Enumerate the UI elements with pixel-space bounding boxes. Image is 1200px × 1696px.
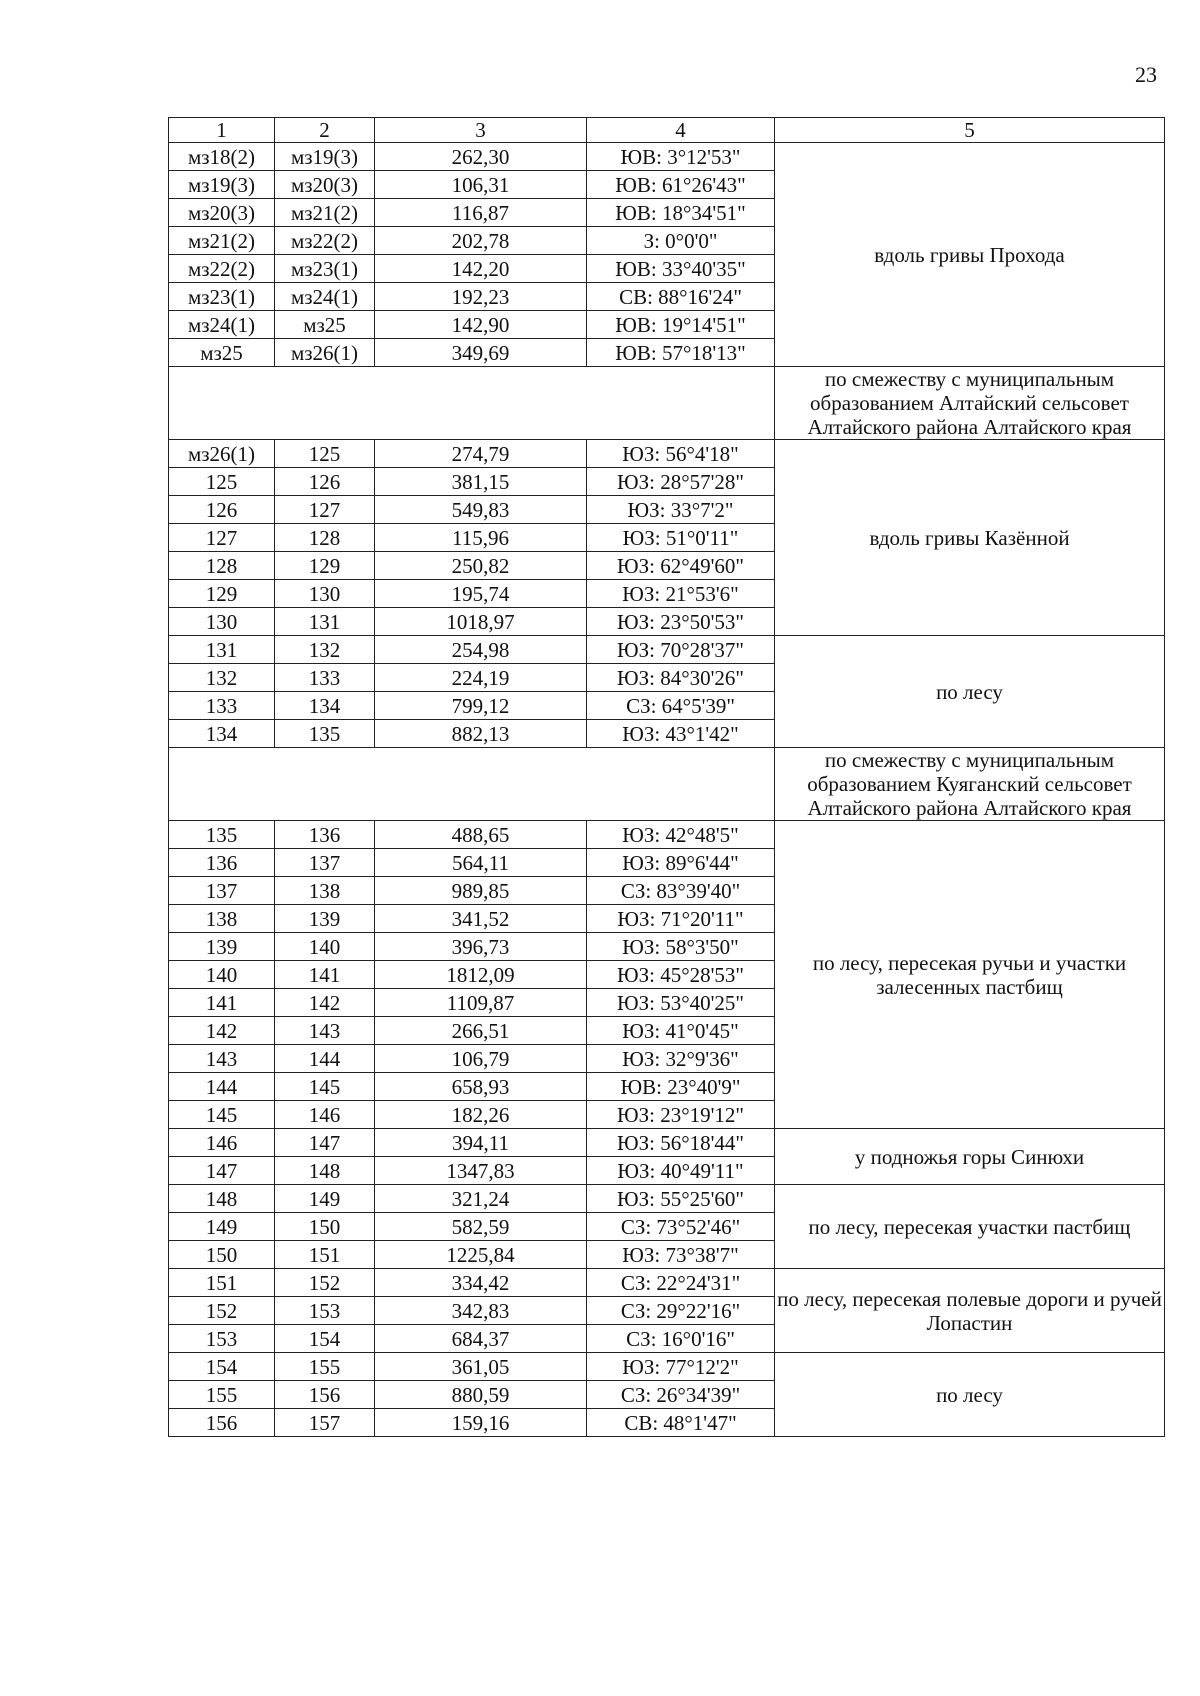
to-point-cell: 127: [275, 496, 375, 524]
to-point-cell: 147: [275, 1129, 375, 1157]
bearing-cell: СЗ: 16°0'16": [587, 1325, 775, 1353]
from-point-cell: 130: [169, 608, 275, 636]
table-row: [169, 440, 1165, 468]
bearing-cell: ЮЗ: 55°25'60": [587, 1185, 775, 1213]
to-point-cell: 140: [275, 933, 375, 961]
length-cell: 266,51: [375, 1017, 587, 1045]
bearing-cell: ЮЗ: 58°3'50": [587, 933, 775, 961]
length-cell: 159,16: [375, 1409, 587, 1437]
from-point-cell: 143: [169, 1045, 275, 1073]
length-cell: 195,74: [375, 580, 587, 608]
boundary-description: вдоль гривы Прохода: [775, 143, 1165, 367]
separator-blank-cell: [169, 748, 775, 821]
from-point-cell: 133: [169, 692, 275, 720]
boundary-description: вдоль гривы Казённой: [775, 440, 1165, 636]
length-cell: 1225,84: [375, 1241, 587, 1269]
boundary-description: по лесу, пересекая полевые дороги и ручей Лопастин: [775, 1269, 1165, 1353]
from-point-cell: 129: [169, 580, 275, 608]
bearing-cell: ЮЗ: 41°0'45": [587, 1017, 775, 1045]
from-point-cell: 153: [169, 1325, 275, 1353]
bearing-cell: ЮЗ: 77°12'2": [587, 1353, 775, 1381]
table-row: [169, 143, 1165, 171]
length-cell: 1109,87: [375, 989, 587, 1017]
length-cell: 254,98: [375, 636, 587, 664]
bearing-cell: ЮЗ: 56°4'18": [587, 440, 775, 468]
boundary-description: по лесу, пересекая участки пастбищ: [775, 1185, 1165, 1269]
length-cell: 334,42: [375, 1269, 587, 1297]
to-point-cell: мз22(2): [275, 227, 375, 255]
bearing-cell: ЮЗ: 51°0'11": [587, 524, 775, 552]
from-point-cell: 151: [169, 1269, 275, 1297]
to-point-cell: 153: [275, 1297, 375, 1325]
bearing-cell: СЗ: 83°39'40": [587, 877, 775, 905]
bearing-cell: ЮЗ: 70°28'37": [587, 636, 775, 664]
separator-description: по смежеству с муниципальным образованием Алтайский сельсовет Алтайского района Алтайского края: [775, 367, 1165, 440]
length-cell: 274,79: [375, 440, 587, 468]
length-cell: 192,23: [375, 283, 587, 311]
length-cell: 658,93: [375, 1073, 587, 1101]
length-cell: 1018,97: [375, 608, 587, 636]
bearing-cell: СЗ: 64°5'39": [587, 692, 775, 720]
boundary-description: по лесу: [775, 1353, 1165, 1437]
bearing-cell: ЮВ: 33°40'35": [587, 255, 775, 283]
to-point-cell: 130: [275, 580, 375, 608]
bearing-cell: ЮЗ: 62°49'60": [587, 552, 775, 580]
bearing-cell: ЮЗ: 56°18'44": [587, 1129, 775, 1157]
table-row: [169, 1269, 1165, 1297]
to-point-cell: мз24(1): [275, 283, 375, 311]
length-cell: 564,11: [375, 849, 587, 877]
bearing-cell: СЗ: 73°52'46": [587, 1213, 775, 1241]
to-point-cell: 136: [275, 821, 375, 849]
bearing-cell: ЮВ: 23°40'9": [587, 1073, 775, 1101]
column-header: 3: [375, 118, 587, 143]
table-row: [169, 1353, 1165, 1381]
to-point-cell: 152: [275, 1269, 375, 1297]
to-point-cell: 135: [275, 720, 375, 748]
bearing-cell: ЮЗ: 28°57'28": [587, 468, 775, 496]
from-point-cell: мз26(1): [169, 440, 275, 468]
bearing-cell: СВ: 88°16'24": [587, 283, 775, 311]
from-point-cell: мз25: [169, 339, 275, 367]
from-point-cell: 135: [169, 821, 275, 849]
from-point-cell: 154: [169, 1353, 275, 1381]
to-point-cell: 128: [275, 524, 375, 552]
from-point-cell: 142: [169, 1017, 275, 1045]
boundary-description: у подножья горы Синюхи: [775, 1129, 1165, 1185]
length-cell: 142,20: [375, 255, 587, 283]
from-point-cell: 138: [169, 905, 275, 933]
bearing-cell: ЮВ: 18°34'51": [587, 199, 775, 227]
length-cell: 394,11: [375, 1129, 587, 1157]
separator-row: [169, 748, 1165, 821]
from-point-cell: 150: [169, 1241, 275, 1269]
length-cell: 799,12: [375, 692, 587, 720]
column-header: 1: [169, 118, 275, 143]
length-cell: 381,15: [375, 468, 587, 496]
to-point-cell: 146: [275, 1101, 375, 1129]
length-cell: 202,78: [375, 227, 587, 255]
bearing-cell: ЮЗ: 23°50'53": [587, 608, 775, 636]
to-point-cell: 145: [275, 1073, 375, 1101]
to-point-cell: мз26(1): [275, 339, 375, 367]
column-header: 2: [275, 118, 375, 143]
bearing-cell: ЮЗ: 33°7'2": [587, 496, 775, 524]
separator-description: по смежеству с муниципальным образованием Куяганский сельсовет Алтайского района Алтайского края: [775, 748, 1165, 821]
length-cell: 262,30: [375, 143, 587, 171]
from-point-cell: 141: [169, 989, 275, 1017]
from-point-cell: мз21(2): [169, 227, 275, 255]
length-cell: 342,83: [375, 1297, 587, 1325]
length-cell: 882,13: [375, 720, 587, 748]
to-point-cell: 149: [275, 1185, 375, 1213]
to-point-cell: 150: [275, 1213, 375, 1241]
table-row: [169, 1129, 1165, 1157]
from-point-cell: мз24(1): [169, 311, 275, 339]
to-point-cell: мз23(1): [275, 255, 375, 283]
boundary-description: по лесу, пересекая ручьи и участки залесенных пастбищ: [775, 821, 1165, 1129]
to-point-cell: 155: [275, 1353, 375, 1381]
length-cell: 361,05: [375, 1353, 587, 1381]
from-point-cell: 139: [169, 933, 275, 961]
to-point-cell: 126: [275, 468, 375, 496]
bearing-cell: ЮЗ: 40°49'11": [587, 1157, 775, 1185]
length-cell: 549,83: [375, 496, 587, 524]
length-cell: 341,52: [375, 905, 587, 933]
from-point-cell: 131: [169, 636, 275, 664]
length-cell: 142,90: [375, 311, 587, 339]
to-point-cell: 144: [275, 1045, 375, 1073]
from-point-cell: мз22(2): [169, 255, 275, 283]
length-cell: 989,85: [375, 877, 587, 905]
length-cell: 396,73: [375, 933, 587, 961]
bearing-cell: ЮЗ: 84°30'26": [587, 664, 775, 692]
from-point-cell: 134: [169, 720, 275, 748]
to-point-cell: 138: [275, 877, 375, 905]
from-point-cell: 149: [169, 1213, 275, 1241]
bearing-cell: ЮЗ: 71°20'11": [587, 905, 775, 933]
to-point-cell: 134: [275, 692, 375, 720]
length-cell: 321,24: [375, 1185, 587, 1213]
to-point-cell: 157: [275, 1409, 375, 1437]
bearing-cell: СЗ: 29°22'16": [587, 1297, 775, 1325]
length-cell: 224,19: [375, 664, 587, 692]
length-cell: 1812,09: [375, 961, 587, 989]
bearing-cell: ЮВ: 57°18'13": [587, 339, 775, 367]
to-point-cell: 154: [275, 1325, 375, 1353]
to-point-cell: 142: [275, 989, 375, 1017]
to-point-cell: 129: [275, 552, 375, 580]
length-cell: 116,87: [375, 199, 587, 227]
page-number: 23: [1135, 62, 1157, 87]
to-point-cell: 156: [275, 1381, 375, 1409]
boundary-table: [168, 117, 1165, 1437]
from-point-cell: мз18(2): [169, 143, 275, 171]
to-point-cell: 143: [275, 1017, 375, 1045]
bearing-cell: СЗ: 26°34'39": [587, 1381, 775, 1409]
to-point-cell: 132: [275, 636, 375, 664]
length-cell: 582,59: [375, 1213, 587, 1241]
separator-row: [169, 367, 1165, 440]
to-point-cell: 139: [275, 905, 375, 933]
to-point-cell: 131: [275, 608, 375, 636]
to-point-cell: мз21(2): [275, 199, 375, 227]
from-point-cell: мз23(1): [169, 283, 275, 311]
length-cell: 349,69: [375, 339, 587, 367]
from-point-cell: 144: [169, 1073, 275, 1101]
table-row: [169, 636, 1165, 664]
bearing-cell: З: 0°0'0": [587, 227, 775, 255]
bearing-cell: СВ: 48°1'47": [587, 1409, 775, 1437]
from-point-cell: 148: [169, 1185, 275, 1213]
to-point-cell: 133: [275, 664, 375, 692]
length-cell: 488,65: [375, 821, 587, 849]
to-point-cell: мз19(3): [275, 143, 375, 171]
bearing-cell: ЮЗ: 43°1'42": [587, 720, 775, 748]
separator-blank-cell: [169, 367, 775, 440]
boundary-description: по лесу: [775, 636, 1165, 748]
from-point-cell: 126: [169, 496, 275, 524]
from-point-cell: 155: [169, 1381, 275, 1409]
from-point-cell: 152: [169, 1297, 275, 1325]
length-cell: 106,31: [375, 171, 587, 199]
column-header: 4: [587, 118, 775, 143]
from-point-cell: 136: [169, 849, 275, 877]
from-point-cell: 140: [169, 961, 275, 989]
bearing-cell: ЮЗ: 42°48'5": [587, 821, 775, 849]
bearing-cell: ЮЗ: 73°38'7": [587, 1241, 775, 1269]
to-point-cell: 137: [275, 849, 375, 877]
table-row: [169, 1185, 1165, 1213]
length-cell: 880,59: [375, 1381, 587, 1409]
bearing-cell: ЮЗ: 23°19'12": [587, 1101, 775, 1129]
bearing-cell: СЗ: 22°24'31": [587, 1269, 775, 1297]
bearing-cell: ЮЗ: 53°40'25": [587, 989, 775, 1017]
length-cell: 250,82: [375, 552, 587, 580]
from-point-cell: 125: [169, 468, 275, 496]
from-point-cell: 147: [169, 1157, 275, 1185]
table-row: [169, 821, 1165, 849]
from-point-cell: мз20(3): [169, 199, 275, 227]
from-point-cell: 132: [169, 664, 275, 692]
to-point-cell: 148: [275, 1157, 375, 1185]
header-row: [169, 118, 1165, 143]
to-point-cell: мз20(3): [275, 171, 375, 199]
length-cell: 684,37: [375, 1325, 587, 1353]
bearing-cell: ЮЗ: 45°28'53": [587, 961, 775, 989]
to-point-cell: 125: [275, 440, 375, 468]
from-point-cell: 137: [169, 877, 275, 905]
column-header: 5: [775, 118, 1165, 143]
table-body: [169, 143, 1165, 1437]
from-point-cell: 128: [169, 552, 275, 580]
bearing-cell: ЮЗ: 21°53'6": [587, 580, 775, 608]
bearing-cell: ЮВ: 3°12'53": [587, 143, 775, 171]
to-point-cell: 151: [275, 1241, 375, 1269]
length-cell: 1347,83: [375, 1157, 587, 1185]
from-point-cell: 145: [169, 1101, 275, 1129]
to-point-cell: мз25: [275, 311, 375, 339]
to-point-cell: 141: [275, 961, 375, 989]
from-point-cell: 156: [169, 1409, 275, 1437]
bearing-cell: ЮЗ: 32°9'36": [587, 1045, 775, 1073]
length-cell: 115,96: [375, 524, 587, 552]
bearing-cell: ЮВ: 19°14'51": [587, 311, 775, 339]
from-point-cell: 127: [169, 524, 275, 552]
bearing-cell: ЮВ: 61°26'43": [587, 171, 775, 199]
from-point-cell: 146: [169, 1129, 275, 1157]
length-cell: 182,26: [375, 1101, 587, 1129]
bearing-cell: ЮЗ: 89°6'44": [587, 849, 775, 877]
length-cell: 106,79: [375, 1045, 587, 1073]
from-point-cell: мз19(3): [169, 171, 275, 199]
